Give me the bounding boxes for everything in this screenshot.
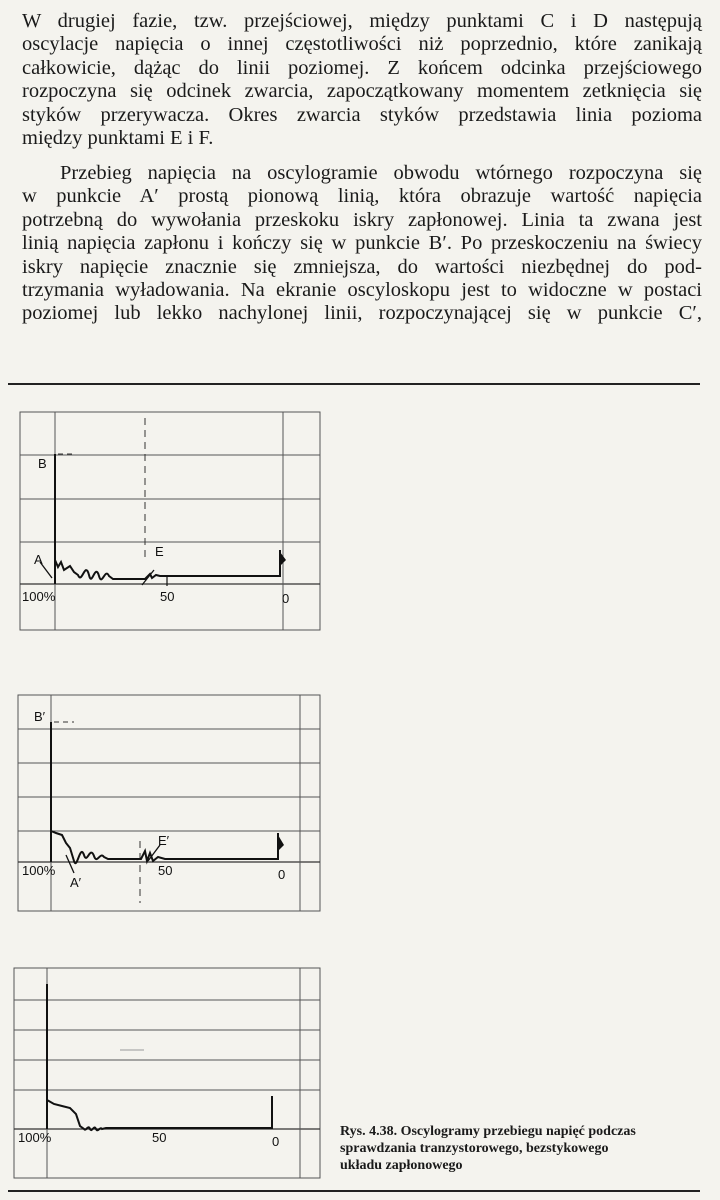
axis-label-50: 50 bbox=[158, 863, 173, 878]
axis-label-50: 50 bbox=[152, 1130, 167, 1145]
voltage-trace bbox=[55, 454, 280, 584]
text-line: rozpoczyna się odcinek zwarcia, zapoczątkowany momentem zetknięcia się bbox=[22, 80, 702, 103]
oscillogram-1 bbox=[0, 410, 720, 640]
text-line: między punktami E i F. bbox=[22, 127, 214, 150]
point-label-b-prime: B′ bbox=[34, 709, 46, 724]
axis-label-100: 100% bbox=[18, 1130, 52, 1145]
axis-label-50: 50 bbox=[160, 589, 175, 604]
point-label-a-prime: A′ bbox=[70, 875, 82, 890]
axis-label-0: 0 bbox=[272, 1134, 280, 1149]
text-line: iskry napięcie znacznie się zmniejsza, do wartości niezbędnej do pod- bbox=[22, 255, 702, 278]
axis-label-0: 0 bbox=[282, 591, 290, 606]
point-label-e-prime: E′ bbox=[158, 833, 170, 848]
caption-line: układu zapłonowego bbox=[340, 1158, 463, 1173]
text-line: W drugiej fazie, tzw. przejściowej, między punktami C i D następują bbox=[22, 10, 702, 32]
horizontal-rule-bottom bbox=[8, 1190, 700, 1192]
point-label-b: B bbox=[38, 456, 47, 471]
point-label-e: E bbox=[155, 544, 164, 559]
point-label-a: A bbox=[34, 552, 43, 567]
text-line: trzymania wyładowania. Na ekranie oscyloskopu jest to widoczne w postaci bbox=[22, 279, 702, 302]
caption-line: sprawdzania tranzystorowego, bezstykowego bbox=[340, 1141, 609, 1156]
text-line: całkowicie, dążąc do linii poziomej. Z końcem odcinka przejściowego bbox=[22, 56, 702, 79]
text-line: w punkcie A′ prostą pionową linią, która obrazuje wartość napięcia bbox=[22, 185, 702, 208]
horizontal-rule-top bbox=[8, 383, 700, 385]
paragraph-secondary-circuit bbox=[22, 162, 702, 326]
axis-label-100: 100% bbox=[22, 863, 56, 878]
paragraph-transition-phase bbox=[22, 10, 702, 150]
scope-frame bbox=[18, 695, 320, 911]
voltage-trace bbox=[47, 984, 272, 1130]
text-line: potrzebną do wywołania przeskoku iskry zapłonowej. Linia ta zwana jest bbox=[22, 208, 702, 231]
caption-line: Rys. 4.38. Oscylogramy przebiegu napięć podczas bbox=[340, 1124, 636, 1139]
text-line: styków przerywacza. Okres zwarcia styków przedstawia linia pozioma bbox=[22, 103, 702, 126]
text-line: oscylacje napięcia o innej częstotliwości niż poprzednio, które zanikają bbox=[22, 33, 702, 56]
text-line: Przebieg napięcia na oscylogramie obwodu wtórnego rozpoczyna się bbox=[60, 162, 702, 184]
figure-caption bbox=[340, 1123, 700, 1174]
oscillogram-2 bbox=[0, 693, 720, 923]
axis-label-0: 0 bbox=[278, 867, 286, 882]
text-line: poziomej lub lekko nachylonej linii, rozpoczynającej się w punkcie C′, bbox=[22, 302, 702, 325]
axis-label-100: 100% bbox=[22, 589, 56, 604]
text-line: linią napięcia zapłonu i kończy się w punkcie B′. Po przeskoczeniu na świecy bbox=[22, 232, 702, 255]
